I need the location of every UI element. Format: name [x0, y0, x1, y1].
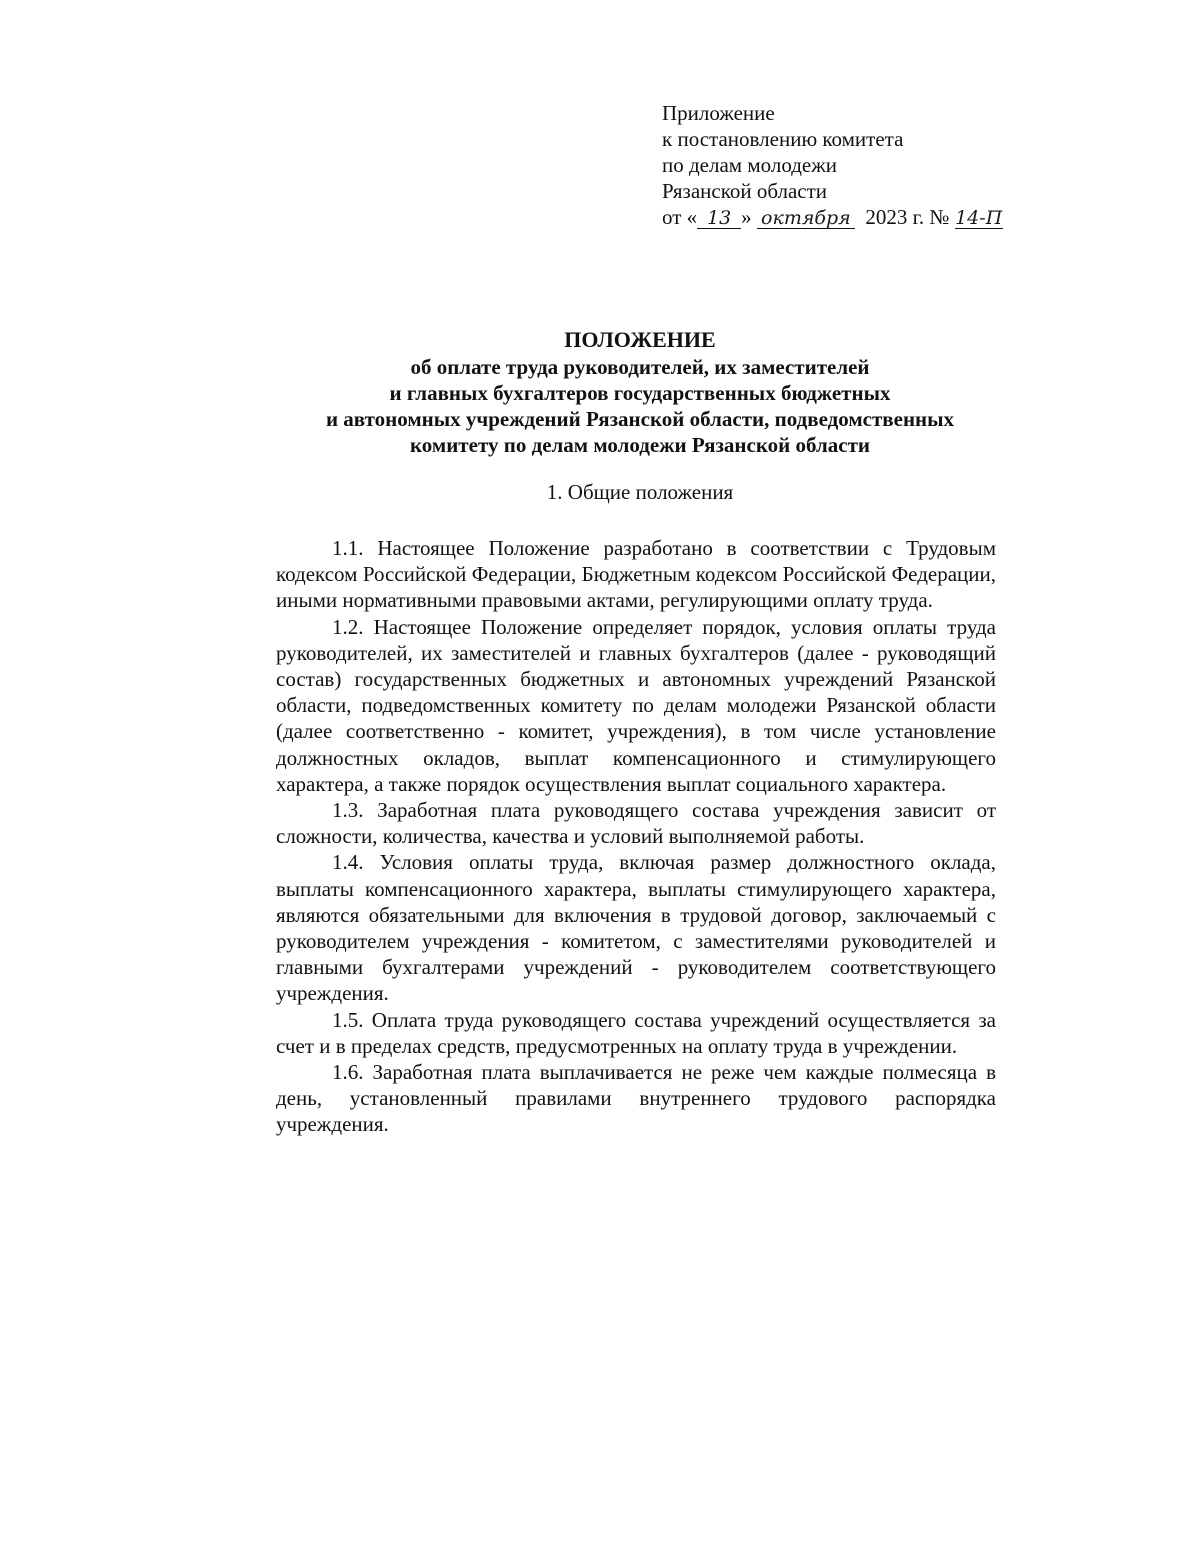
title-line: об оплате труда руководителей, их заместителей — [410, 355, 870, 379]
date-prefix: от « — [662, 205, 698, 229]
document-number-handwritten: 14-П — [955, 207, 1003, 229]
paragraph: 1.3. Заработная плата руководящего состава учреждения зависит от сложности, количества, качества и условий выполняемой работы. — [276, 798, 996, 849]
section-heading: 1. Общие положения — [546, 480, 734, 504]
document-title — [240, 327, 1040, 458]
attachment-date-line — [662, 204, 1062, 231]
title-main: ПОЛОЖЕНИЕ — [564, 327, 716, 352]
paragraph: 1.4. Условия оплаты труда, включая размер должностного оклада, выплаты компенсационного характера, выплаты стимулирующего характера, являются обязательными для включения в трудовой договор, заключаемый с руководителем учреждения - комитетом, с заместителями руководителей и главными бухгалтерами учреждений - руководителем соответствующего учреждения. — [276, 850, 996, 1006]
attachment-line: к постановлению комитета — [662, 127, 904, 151]
title-line: и автономных учреждений Рязанской области, подведомственных — [325, 407, 955, 431]
attachment-line: Рязанской области — [662, 179, 828, 203]
date-day-handwritten: 13 — [697, 205, 741, 231]
paragraph: 1.5. Оплата труда руководящего состава учреждений осуществляется за счет и в пределах средств, предусмотренных на оплату труда в учреждении. — [276, 1007, 996, 1058]
paragraph: 1.1. Настоящее Положение разработано в соответствии с Трудовым кодексом Российской Федерации, Бюджетным кодексом Российской Федерации, иными нормативными правовыми актами, регулирующими оплату труда. — [276, 536, 996, 613]
document-body — [276, 535, 996, 1138]
title-line: комитету по делам молодежи Рязанской области — [409, 433, 870, 457]
attachment-line: по делам молодежи — [662, 153, 837, 177]
attachment-line: Приложение — [662, 101, 775, 125]
date-year: 2023 г. № — [865, 205, 950, 229]
date-month-handwritten: октября — [757, 205, 855, 231]
attachment-header — [662, 100, 1062, 231]
title-line: и главных бухгалтеров государственных бюджетных — [389, 381, 891, 405]
date-mid: » — [741, 205, 752, 229]
paragraph: 1.2. Настоящее Положение определяет порядок, условия оплаты труда руководителей, их заместителей и главных бухгалтеров (далее - руководящий состав) государственных бюджетных и автономных учреждений Рязанской области, подведомственных комитету по делам молодежи Рязанской области (далее соответственно - комитет, учреждения), в том числе установление должностных окладов, выплат компенсационного и стимулирующего характера, а также порядок осуществления выплат социального характера. — [276, 614, 996, 796]
paragraph: 1.6. Заработная плата выплачивается не реже чем каждые полмесяца в день, установленный правилами внутреннего трудового распорядка учреждения. — [276, 1060, 996, 1137]
